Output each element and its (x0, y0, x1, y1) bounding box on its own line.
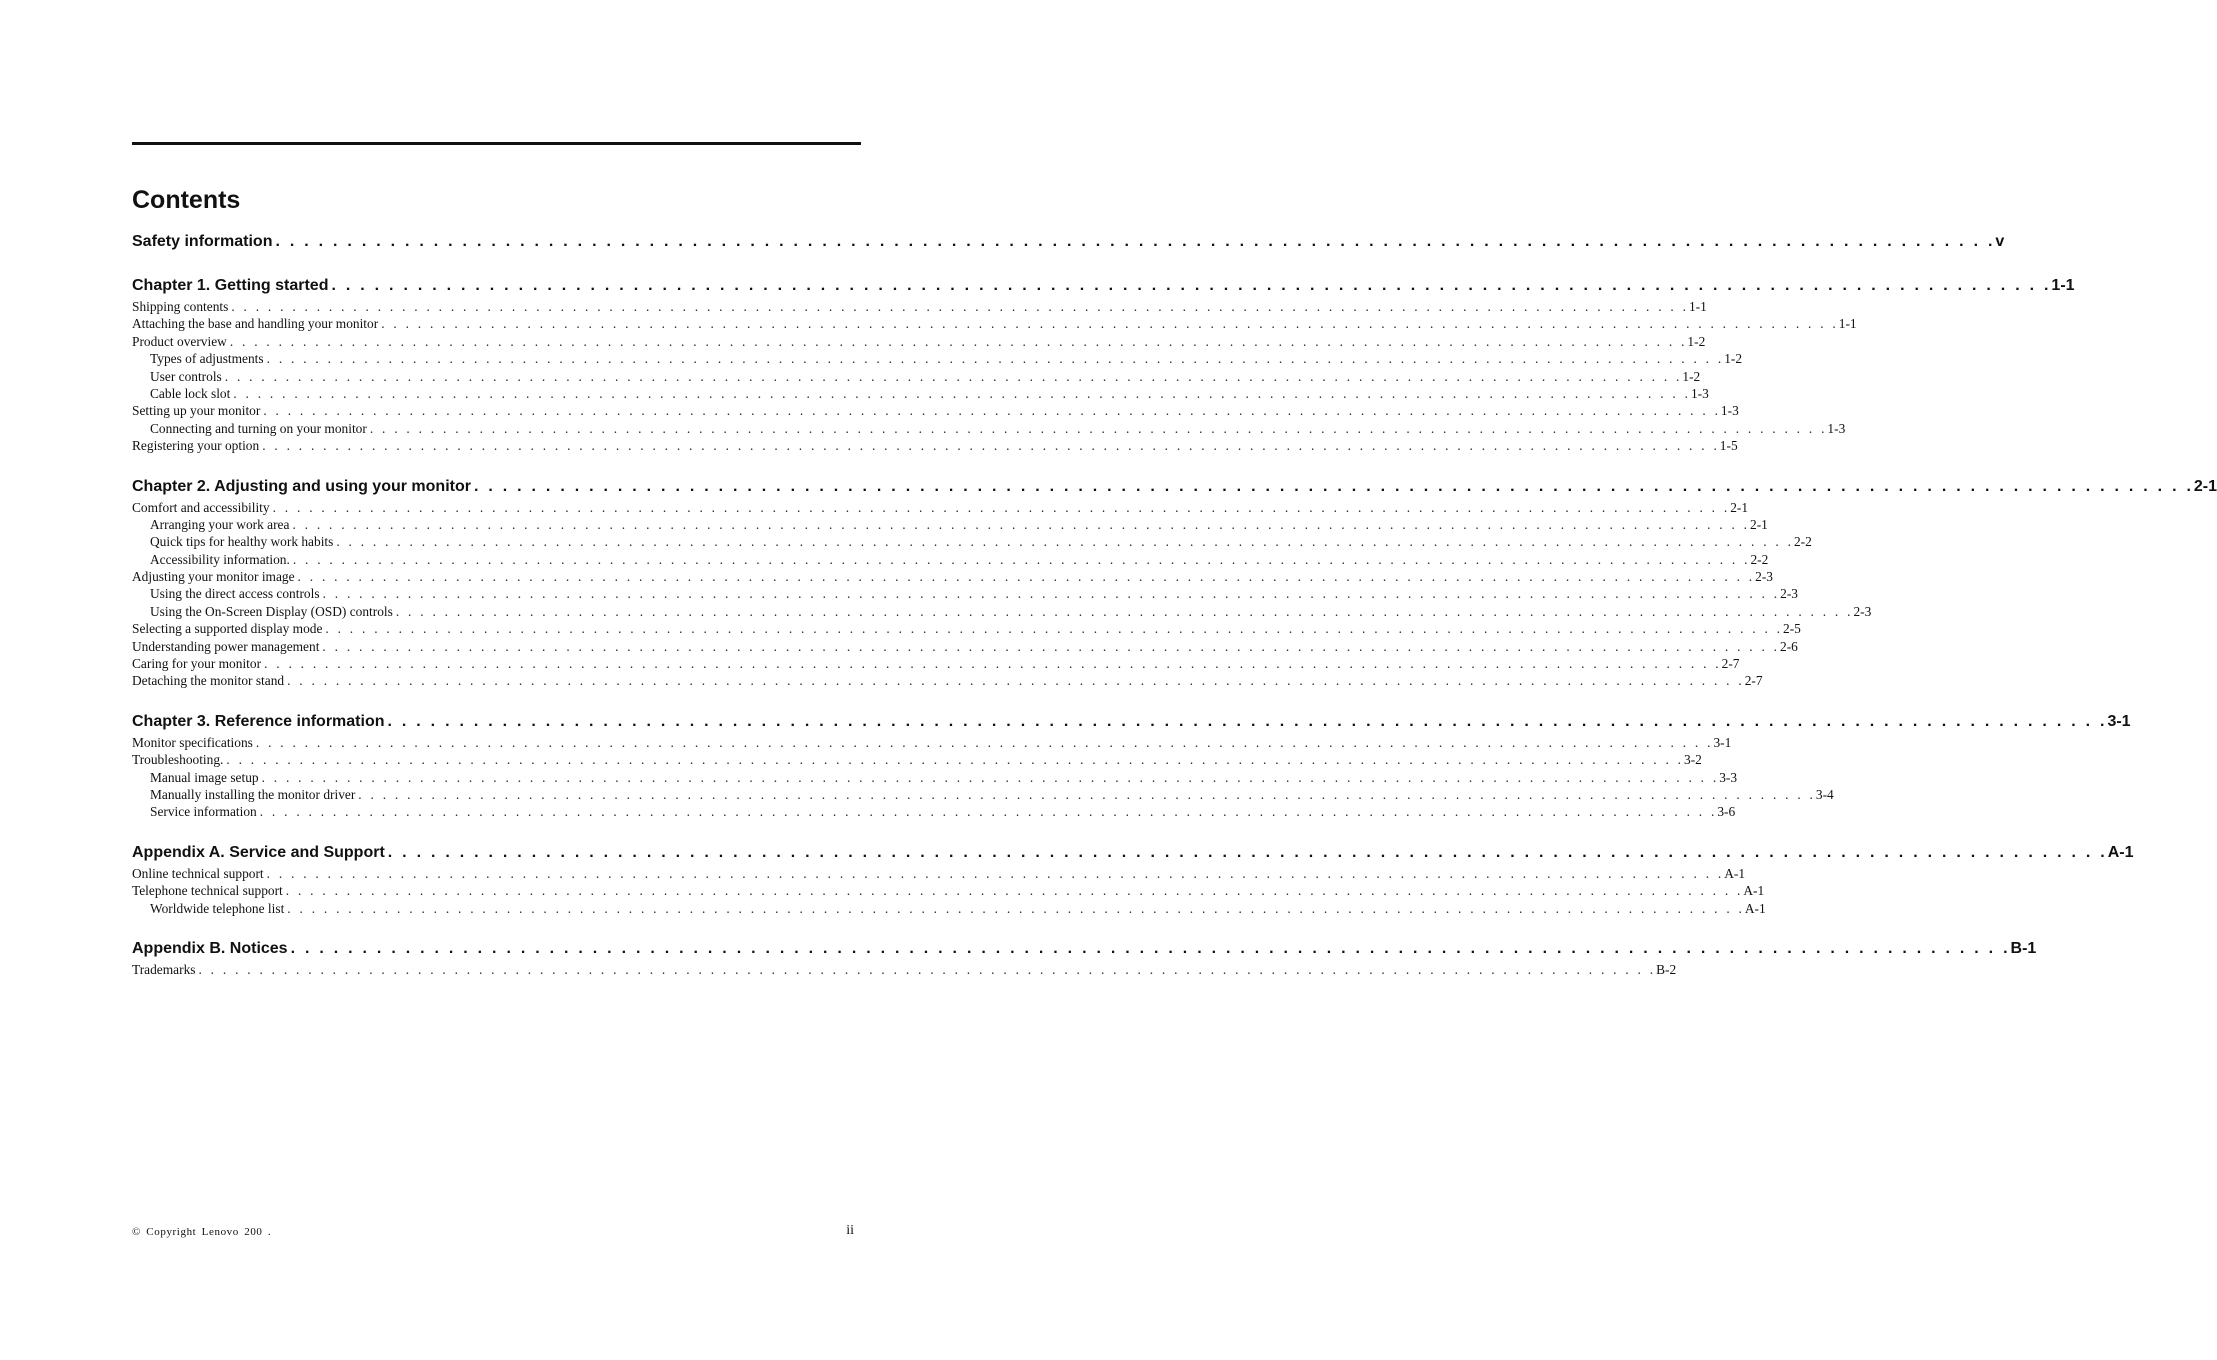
dot-leader: . . . . . . . . . . . . . . . . . . . . . . . . . . . . . . . . . . . . . . . . . . . . . . . . . . . . . . . . . . . . . . . . . . . . . . . . . . . . . . . . . . . . . . . . . . . . . . . . . . . . . . . . . . . . . . . . . . . . . . . . (229, 333, 1685, 349)
toc-entry[interactable] (132, 568, 1773, 585)
dot-leader: . . . . . . . . . . . . . . . . . . . . . . . . . . . . . . . . . . . . . . . . . . . . . . . . . . . . . . . . . . . . . . . . . . . . . . . . . . . . . . . . . . . . . . . . . . . . . . . . . . . . . . . . . . . . . . . . . . . . . . . . (395, 603, 1851, 619)
toc-entry[interactable] (132, 420, 1846, 437)
toc-entry-title: Registering your option (132, 438, 260, 454)
toc-entry-title: Worldwide telephone list (150, 900, 285, 916)
toc-page-ref: 1-2 (1682, 368, 1701, 384)
toc-page-ref: 2-3 (1755, 569, 1773, 585)
toc-entry[interactable] (132, 769, 1738, 786)
toc-page-ref: A-1 (1724, 865, 1746, 881)
toc-page-ref: A-1 (1743, 883, 1765, 899)
toc-page-ref: v (1995, 233, 2005, 250)
dot-leader: . . . . . . . . . . . . . . . . . . . . . . . . . . . . . . . . . . . . . . . . . . . . . . . . . . . . . . . . . . . . . . . . . . . . . . . . . . . . . . . . . . . . . . . . . . . . . . . . . . . . . . . . . . . . . . . . . . . . . . . . (255, 734, 1711, 750)
toc-entry[interactable] (132, 786, 1834, 803)
toc-entry[interactable] (132, 655, 1740, 672)
dot-leader: . . . . . . . . . . . . . . . . . . . . . . . . . . . . . . . . . . . . . . . . . . . . . . . . . . . . . . . . . . . . . . . . . . . . . . . . . . . . . . . . . . . . . . . . . . . . . . . . . . . . . . . . . . . . . . . . . . . . . . . . (325, 621, 1780, 637)
dot-leader: . . . . . . . . . . . . . . . . . . . . . . . . . . . . . . . . . . . . . . . . . . . . . . . . . . . . . . . . . . . . . . . . . . . . . . . . . . . . . . . . . . . . . . . . . . . . . . . . . . . . . . . . . . . . . . . . . . . . . . . . (226, 752, 1681, 768)
dot-leader: . . . . . . . . . . . . . . . . . . . . . . . . . . . . . . . . . . . . . . . . . . . . . . . . . . . . . . . . . . . . . . . . . . . . . . . . . . . . . . . . . . . . . . . . . . . . . . . . . . . . . . . . . . . . . . . . . . . . . . . . (287, 900, 1742, 916)
toc-entry[interactable] (132, 298, 1707, 315)
toc-chapter-entry[interactable] (132, 937, 2037, 961)
dot-leader: . . . . . . . . . . . . . . . . . . . . . . . . . . . . . . . . . . . . . . . . . . . . . . . . . . . . . . . . . . . . . . . . . . . . . . . . . . . . . . . . . . . . . . . . . . . . . . . . . . . . . . . . . . . . . . . . . . . . . . . . (292, 551, 1748, 567)
toc-entry-title: Setting up your monitor (132, 403, 261, 419)
dot-leader: . . . . . . . . . . . . . . . . . . . . . . . . . . . . . . . . . . . . . . . . . . . . . . . . . . . . . . . . . . . . . . . . . . . . . . . . . . . . . . . . . . . . . . . . . . . . . . . . . . . . . . . . . . . . . . . . . . . . . . . . (266, 865, 1722, 881)
toc-page-ref: 1-2 (1687, 333, 1706, 349)
toc-page-ref: 2-7 (1721, 656, 1740, 672)
dot-leader: . . . . . . . . . . . . . . . . . . . . . . . . . . . . . . . . . . . . . . . . . . . . . . . . . . . . . . . . . . . . . . . . . . . . . . . . . . . . . . . . . . . . . . . . . . . . . . . . . . . . . . . . . . . . . . . . . . . . . . . . (272, 499, 1728, 515)
toc-entry-title: Using the On-Screen Display (OSD) controls (150, 603, 393, 619)
toc-entry-title: Quick tips for healthy work habits (150, 534, 334, 550)
toc-page-ref: 1-3 (1690, 385, 1709, 401)
toc-entry[interactable] (132, 385, 1709, 402)
toc-chapter-entry[interactable] (132, 475, 2217, 499)
dot-leader: . . . . . . . . . . . . . . . . . . . . . . . . . . . . . . . . . . . . . . . . . . . . . . . . . . . . . . . . . . . . . . . . . . . . . . . . . . . . . . . . . . . . . . . . . . . . . . . . . . . . . . . . . . . . . . . . . . . . . . . . (264, 656, 1719, 672)
toc-entry-title: Arranging your work area (150, 516, 290, 532)
dot-leader: . . . . . . . . . . . . . . . . . . . . . . . . . . . . . . . . . . . . . . . . . . . . . . . . . . . . . . . . . . . . . . . . . . . . . . . . . . . . . . . . . . . . . . . . . . . . . . . . . . . . . . . . . . . . . . . . . . . . . . . . (261, 769, 1717, 785)
toc-page-ref: 2-7 (1744, 673, 1763, 689)
toc-page-ref: 2-3 (1780, 586, 1799, 602)
toc-section (132, 710, 2131, 821)
toc-entry-title: Connecting and turning on your monitor (150, 420, 367, 436)
dot-leader: . . . . . . . . . . . . . . . . . . . . . . . . . . . . . . . . . . . . . . . . . . . . . . . . . . . . . . . . . . . . . . . . . . . . . . . . . . . . . . . . . . . . . . . . . . . . . . . . . . . . . . . . . . . . . . . . . . . . . . . . (381, 316, 1836, 332)
toc-entry-title: Chapter 1. Getting started (132, 277, 329, 294)
toc-chapter-entry[interactable] (132, 230, 2005, 254)
toc-entry-title: Safety information (132, 233, 273, 250)
toc-entry-title: Manually installing the monitor driver (150, 786, 356, 802)
toc-entry[interactable] (132, 882, 1765, 899)
toc-page-ref: 3-1 (2107, 712, 2131, 730)
toc-page-ref: 1-3 (1720, 403, 1739, 419)
toc-entry[interactable] (132, 437, 1738, 454)
dot-leader: . . . . . . . . . . . . . . . . . . . . . . . . . . . . . . . . . . . . . . . . . . . . . . . . . . . . . . . . . . . . . . . . . . . . . . . . . . . . . . . . . . . . . . . . . . . . . . . . . . . . . . . . . . . . . . . . . . . . . . . . (262, 438, 1717, 454)
toc-entry[interactable] (132, 350, 1743, 367)
toc-section (132, 841, 2134, 917)
toc-page-ref: 1-5 (1719, 438, 1738, 454)
toc-page-ref: 2-2 (1793, 534, 1812, 550)
toc-page-ref: 1-2 (1724, 351, 1743, 367)
toc-page-ref: B-2 (1656, 961, 1677, 977)
toc-page-ref: 3-3 (1719, 769, 1738, 785)
toc-entry[interactable] (132, 620, 1801, 637)
dot-leader: . . . . . . . . . . . . . . . . . . . . . . . . . . . . . . . . . . . . . . . . . . . . . . . . . . . . . . . . . . . . . . . . . . . . . . . . . . . . . . . . . . . . . . . . . . . . . . . . . . . . . . . . . . . . . . . . . . . . . . . . (322, 586, 1778, 602)
toc-page-ref: 2-6 (1780, 638, 1798, 654)
toc-entry-title: Telephone technical support (132, 883, 283, 899)
toc-entry[interactable] (132, 585, 1799, 602)
toc-entry-title: Appendix B. Notices (132, 939, 288, 957)
toc-entry[interactable] (132, 900, 1766, 917)
toc-entry-title: Comfort and accessibility (132, 499, 270, 515)
toc-chapter-entry[interactable] (132, 710, 2131, 734)
toc-section (132, 475, 2217, 690)
toc-page-ref: 1-1 (2051, 277, 2075, 294)
toc-entry-title: Online technical support (132, 865, 264, 881)
toc-page-ref: 3-6 (1717, 804, 1736, 820)
toc-page-ref: 1-1 (1688, 299, 1707, 314)
toc-entry[interactable] (132, 603, 1872, 620)
toc-entry-title: User controls (150, 368, 222, 384)
toc-entry[interactable] (132, 734, 1732, 751)
dot-leader: . . . . . . . . . . . . . . . . . . . . . . . . . . . . . . . . . . . . . . . . . . . . . . . . . . . . . . . . . . . . . . . . . . . . . . . . . . . . . . . . . . . . . . . . . . . . . . . . . . . . . . . . . . . . . . . . . . . . . . . . (297, 569, 1753, 585)
toc-entry-title: Shipping contents (132, 299, 229, 314)
dot-leader: . . . . . . . . . . . . . . . . . . . . . . . . . . . . . . . . . . . . . . . . . . . . . . . . . . . . . . . . . . . . . . . . . . . . . . . . . . . . . . . . . . . . . . . . . . . . . . . . . . . . . . . . . . . . . . . . . . . . . . . . (387, 843, 2105, 861)
dot-leader: . . . . . . . . . . . . . . . . . . . . . . . . . . . . . . . . . . . . . . . . . . . . . . . . . . . . . . . . . . . . . . . . . . . . . . . . . . . . . . . . . . . . . . . . . . . . . . . . . . . . . . . . . . . . . . . . . . . . . . . . (275, 233, 1993, 250)
toc-entry-title: Attaching the base and handling your monitor (132, 316, 379, 332)
toc-page-ref: B-1 (2010, 939, 2037, 957)
toc-page-ref: 3-4 (1815, 786, 1834, 802)
toc-entry[interactable] (132, 751, 1702, 768)
table-of-contents (132, 230, 2217, 998)
toc-entry[interactable] (132, 533, 1812, 550)
toc-entry[interactable] (132, 499, 1749, 516)
dot-leader: . . . . . . . . . . . . . . . . . . . . . . . . . . . . . . . . . . . . . . . . . . . . . . . . . . . . . . . . . . . . . . . . . . . . . . . . . . . . . . . . . . . . . . . . . . . . . . . . . . . . . . . . . . . . . . . . . . . . . . . . (336, 534, 1791, 550)
copyright-notice: © Copyright Lenovo 200 . (132, 1226, 272, 1238)
dot-leader: . . . . . . . . . . . . . . . . . . . . . . . . . . . . . . . . . . . . . . . . . . . . . . . . . . . . . . . . . . . . . . . . . . . . . . . . . . . . . . . . . . . . . . . . . . . . . . . . . . . . . . . . . . . . . . . . . . . . . . . . (387, 712, 2105, 730)
toc-page-ref: 2-1 (1750, 516, 1768, 532)
toc-entry[interactable] (132, 333, 1706, 350)
toc-entry-title: Product overview (132, 333, 227, 349)
dot-leader: . . . . . . . . . . . . . . . . . . . . . . . . . . . . . . . . . . . . . . . . . . . . . . . . . . . . . . . . . . . . . . . . . . . . . . . . . . . . . . . . . . . . . . . . . . . . . . . . . . . . . . . . . . . . . . . . . . . . . . . . (263, 403, 1718, 419)
dot-leader: . . . . . . . . . . . . . . . . . . . . . . . . . . . . . . . . . . . . . . . . . . . . . . . . . . . . . . . . . . . . . . . . . . . . . . . . . . . . . . . . . . . . . . . . . . . . . . . . . . . . . . . . . . . . . . . . . . . . . . . . (259, 804, 1715, 820)
toc-entry[interactable] (132, 368, 1701, 385)
toc-page-ref: 1-3 (1827, 420, 1846, 436)
dot-leader: . . . . . . . . . . . . . . . . . . . . . . . . . . . . . . . . . . . . . . . . . . . . . . . . . . . . . . . . . . . . . . . . . . . . . . . . . . . . . . . . . . . . . . . . . . . . . . . . . . . . . . . . . . . . . . . . . . . . . . . . (290, 939, 2008, 957)
dot-leader: . . . . . . . . . . . . . . . . . . . . . . . . . . . . . . . . . . . . . . . . . . . . . . . . . . . . . . . . . . . . . . . . . . . . . . . . . . . . . . . . . . . . . . . . . . . . . . . . . . . . . . . . . . . . . . . . . . . . . . . . (358, 786, 1813, 802)
dot-leader: . . . . . . . . . . . . . . . . . . . . . . . . . . . . . . . . . . . . . . . . . . . . . . . . . . . . . . . . . . . . . . . . . . . . . . . . . . . . . . . . . . . . . . . . . . . . . . . . . . . . . . . . . . . . . . . . . . . . . . . . (266, 351, 1722, 367)
dot-leader: . . . . . . . . . . . . . . . . . . . . . . . . . . . . . . . . . . . . . . . . . . . . . . . . . . . . . . . . . . . . . . . . . . . . . . . . . . . . . . . . . . . . . . . . . . . . . . . . . . . . . . . . . . . . . . . . . . . . . . . . (369, 420, 1825, 436)
dot-leader: . . . . . . . . . . . . . . . . . . . . . . . . . . . . . . . . . . . . . . . . . . . . . . . . . . . . . . . . . . . . . . . . . . . . . . . . . . . . . . . . . . . . . . . . . . . . . . . . . . . . . . . . . . . . . . . . . . . . . . . . (233, 385, 1688, 401)
toc-entry-title: Monitor specifications (132, 734, 253, 750)
toc-entry-title: Troubleshooting. (132, 752, 224, 768)
toc-page-ref: 2-1 (2193, 477, 2217, 495)
toc-entry-title: Types of adjustments (150, 351, 264, 367)
toc-entry-title: Using the direct access controls (150, 586, 320, 602)
toc-page-ref: 2-2 (1750, 551, 1769, 567)
toc-chapter-entry[interactable] (132, 274, 2075, 298)
toc-entry[interactable] (132, 961, 1677, 978)
dot-leader: . . . . . . . . . . . . . . . . . . . . . . . . . . . . . . . . . . . . . . . . . . . . . . . . . . . . . . . . . . . . . . . . . . . . . . . . . . . . . . . . . . . . . . . . . . . . . . . . . . . . . . . . . . . . . . . . . . . . . . . . (322, 638, 1778, 654)
toc-entry-title: Detaching the monitor stand (132, 673, 285, 689)
toc-entry-title: Accessibility information. (150, 551, 290, 567)
dot-leader: . . . . . . . . . . . . . . . . . . . . . . . . . . . . . . . . . . . . . . . . . . . . . . . . . . . . . . . . . . . . . . . . . . . . . . . . . . . . . . . . . . . . . . . . . . . . . . . . . . . . . . . . . . . . . . . . . . . . . . . . (285, 883, 1741, 899)
toc-entry[interactable] (132, 516, 1768, 533)
toc-page-ref: 2-1 (1730, 499, 1749, 515)
toc-page-ref: 3-1 (1713, 734, 1732, 750)
toc-section (132, 274, 2075, 455)
toc-section (132, 937, 2037, 978)
page-title: Contents (132, 186, 241, 214)
toc-page-ref: A-1 (1744, 900, 1766, 916)
dot-leader: . . . . . . . . . . . . . . . . . . . . . . . . . . . . . . . . . . . . . . . . . . . . . . . . . . . . . . . . . . . . . . . . . . . . . . . . . . . . . . . . . . . . . . . . . . . . . . . . . . . . . . . . . . . . . . . . . . . . . . . . (198, 961, 1654, 977)
toc-entry-title: Cable lock slot (150, 385, 231, 401)
toc-entry-title: Understanding power management (132, 638, 320, 654)
toc-entry-title: Manual image setup (150, 769, 259, 785)
toc-page-ref: 2-5 (1783, 621, 1801, 637)
toc-entry[interactable] (132, 402, 1739, 419)
toc-entry-title: Chapter 2. Adjusting and using your monitor (132, 477, 471, 495)
dot-leader: . . . . . . . . . . . . . . . . . . . . . . . . . . . . . . . . . . . . . . . . . . . . . . . . . . . . . . . . . . . . . . . . . . . . . . . . . . . . . . . . . . . . . . . . . . . . . . . . . . . . . . . . . . . . . . . . . . . . . . . . (287, 673, 1742, 689)
toc-entry[interactable] (132, 315, 1857, 332)
page-number: ii (846, 1223, 854, 1238)
toc-entry[interactable] (132, 803, 1736, 820)
toc-chapter-entry[interactable] (132, 841, 2134, 865)
header-rule (132, 142, 861, 145)
toc-entry-title: Chapter 3. Reference information (132, 712, 385, 730)
toc-entry-title: Service information (150, 804, 257, 820)
toc-page-ref: A-1 (2107, 843, 2134, 861)
dot-leader: . . . . . . . . . . . . . . . . . . . . . . . . . . . . . . . . . . . . . . . . . . . . . . . . . . . . . . . . . . . . . . . . . . . . . . . . . . . . . . . . . . . . . . . . . . . . . . . . . . . . . . . . . . . . . . . . . . . . . . . . (231, 299, 1686, 314)
toc-entry-title: Selecting a supported display mode (132, 621, 323, 637)
toc-page-ref: 1-1 (1838, 316, 1857, 332)
toc-entry[interactable] (132, 865, 1746, 882)
toc-entry[interactable] (132, 638, 1798, 655)
toc-entry-title: Appendix A. Service and Support (132, 843, 385, 861)
toc-entry-title: Trademarks (132, 961, 196, 977)
dot-leader: . . . . . . . . . . . . . . . . . . . . . . . . . . . . . . . . . . . . . . . . . . . . . . . . . . . . . . . . . . . . . . . . . . . . . . . . . . . . . . . . . . . . . . . . . . . . . . . . . . . . . . . . . . . . . . . . . . . . . . . . (292, 516, 1748, 532)
dot-leader: . . . . . . . . . . . . . . . . . . . . . . . . . . . . . . . . . . . . . . . . . . . . . . . . . . . . . . . . . . . . . . . . . . . . . . . . . . . . . . . . . . . . . . . . . . . . . . . . . . . . . . . . . . . . . . . . . . . . . . . . (224, 368, 1680, 384)
toc-section (132, 230, 2005, 254)
toc-entry[interactable] (132, 551, 1769, 568)
dot-leader: . . . . . . . . . . . . . . . . . . . . . . . . . . . . . . . . . . . . . . . . . . . . . . . . . . . . . . . . . . . . . . . . . . . . . . . . . . . . . . . . . . . . . . . . . . . . . . . . . . . . . . . . . . . . . . . . . . . . . . . . (331, 277, 2049, 294)
dot-leader: . . . . . . . . . . . . . . . . . . . . . . . . . . . . . . . . . . . . . . . . . . . . . . . . . . . . . . . . . . . . . . . . . . . . . . . . . . . . . . . . . . . . . . . . . . . . . . . . . . . . . . . . . . . . . . . . . . . . . . . . (473, 477, 2191, 495)
toc-page-ref: 2-3 (1853, 603, 1872, 619)
toc-page-ref: 3-2 (1684, 752, 1702, 768)
toc-entry[interactable] (132, 672, 1763, 689)
toc-entry-title: Caring for your monitor (132, 656, 262, 672)
toc-entry-title: Adjusting your monitor image (132, 569, 295, 585)
